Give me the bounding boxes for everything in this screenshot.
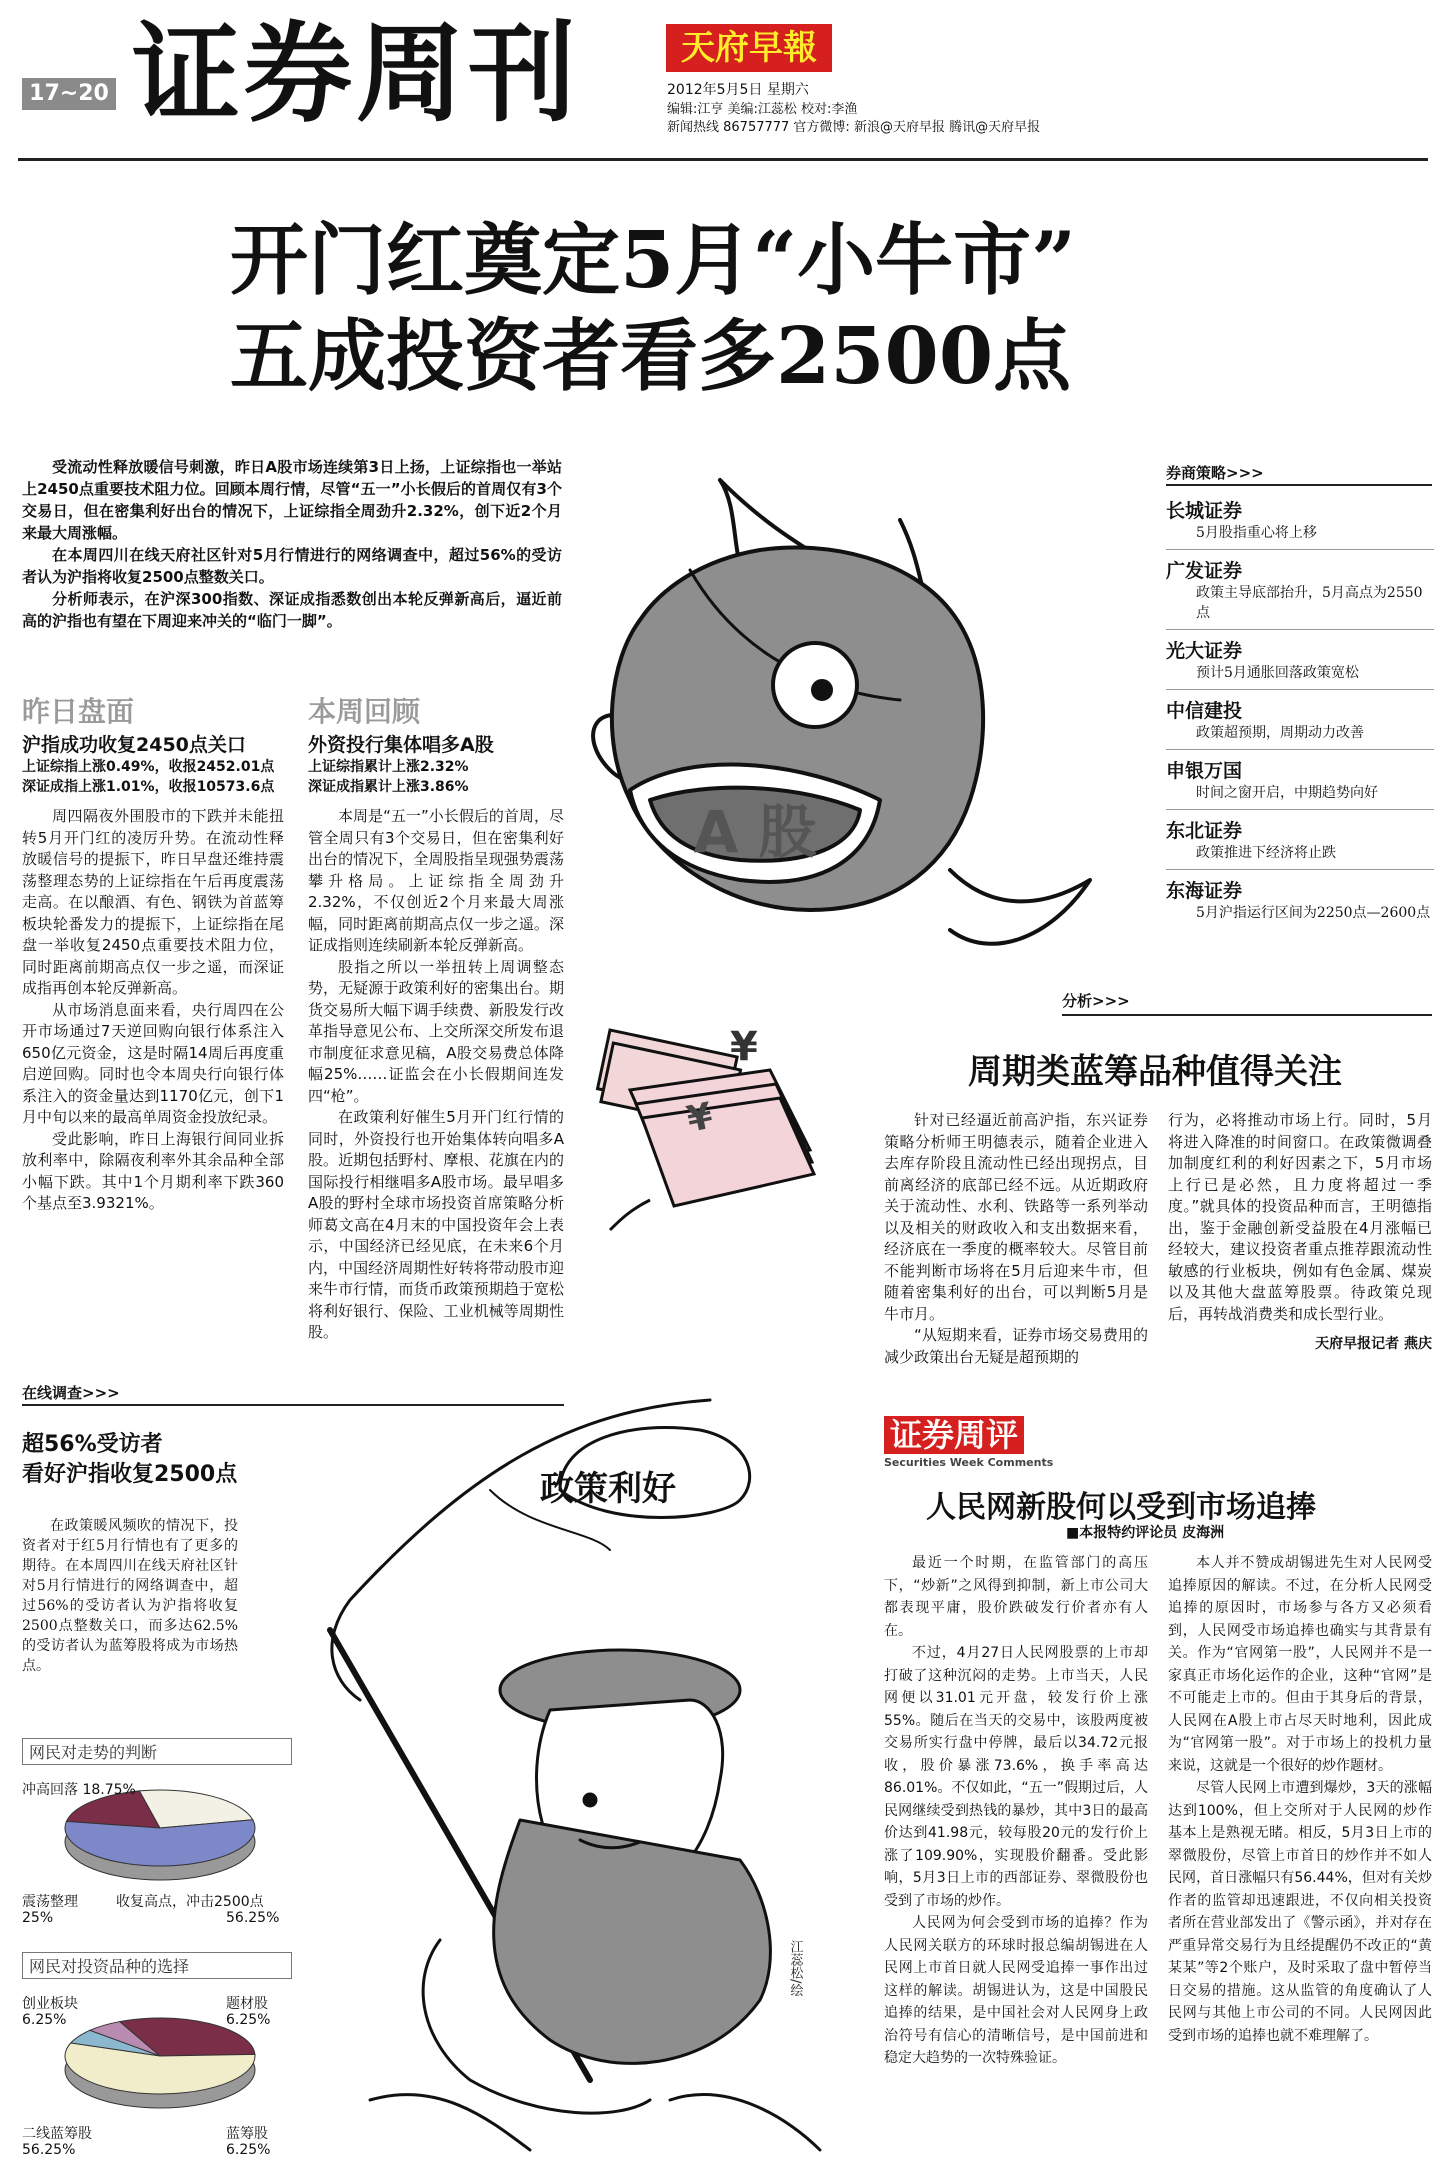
- masthead-rule: [18, 158, 1428, 161]
- main-headline-line1: 开门红奠定5月“小牛市”: [230, 215, 1077, 306]
- analysis-rule: [1062, 1014, 1432, 1016]
- broker-label: 券商策略>>>: [1166, 464, 1264, 482]
- commentary-col1: [884, 1552, 1148, 2070]
- pie1-label-a: 冲高回落 18.75%: [22, 1782, 136, 1798]
- analysis-headline: 周期类蓝筹品种值得关注: [968, 1052, 1342, 1092]
- weekly-para: 在政策利好催生5月开门红行情的同时，外资投行也开始集体转向唱多A股。近期包括野村、摩根、花旗在内的国际投行相继唱多A股市场。最早唱多A股的野村全球市场投资首席策略分析师葛文高在4月末的中国投资年会上表示，中国经济已经见底，在未来6个月内，中国经济周期性好转将带动股市迎来牛市行情，而货币政策预期趋于宽松将利好银行、保险、工业机械等周期性股。: [308, 1108, 564, 1341]
- weekly-para: 股指之所以一举扭转上周调整态势，无疑源于政策利好的密集出台。期货交易所大幅下调手续费、新股发行改革指导意见公布、上交所深交所发布退市制度征求意见稿，A股交易费总体降幅25%……证监会在小长假期间连发四“枪”。: [308, 957, 564, 1105]
- fish-label: A 股: [693, 798, 817, 866]
- commentary-logo: [884, 1410, 1053, 1469]
- yesterday-para: 受此影响，昨日上海银行间同业拆放利率中，除隔夜利率外其余品种全部小幅下跌。其中1个月期利率下跌360个基点至3.9321%。: [22, 1129, 284, 1212]
- section-yesterday: 昨日盘面: [22, 695, 135, 728]
- speech-bubble-text: 政策利好: [540, 1469, 676, 1509]
- analysis-byline: 天府早报记者 燕庆: [1315, 1336, 1432, 1352]
- section-weekly: 本周回顾: [308, 695, 421, 728]
- pie1-label-c2: 56.25%: [226, 1910, 280, 1926]
- weekly-sub2: 深证成指累计上涨3.86%: [308, 779, 469, 795]
- analysis-para: 行为，必将推动市场上行。同时，5月将进入降准的时间窗口。在政策微调叠加制度红利的利好因素之下，5月市场上行已是必然，且力度将超过一季度。”就具体的投资品种而言，王明德指出，鉴于金融创新受益股在4月涨幅已经较大，建议投资者重点推荐跟流动性敏感的行业板块，例如有色金属、煤炭以及其他大盘蓝筹股票。待政策兑现后，再转战消费类和成长型行业。: [1168, 1111, 1432, 1323]
- commentary-para: 人民网为何会受到市场的追捧？作为人民网关联方的环球时报总编胡锡进在人民网上市首日就人民网受追捧一事作出过这样的解读。胡锡进认为，这是中国股民追捧的结果，是中国社会对人民网身上政治符号有信心的清晰信号，是中国前进和稳定大趋势的一次特殊验证。: [884, 1915, 1148, 2066]
- analysis-col2: [1168, 1110, 1432, 1353]
- cartoon-signature: 江蕊松/绘: [787, 1940, 803, 1997]
- weekly-headline: 外资投行集体唱多A股: [308, 734, 494, 756]
- pie2-label-c1: 二线蓝筹股: [22, 2126, 92, 2142]
- fisherman-cartoon: [290, 1380, 860, 2160]
- analysis-col1: [884, 1110, 1148, 1368]
- analysis-para: 针对已经逼近前高沪指，东兴证券策略分析师王明德表示，随着企业进入去库存阶段且流动性已经出现拐点，目前离经济的底部已经不远。从近期政府关于流动性、水利、铁路等一系列举动以及相关的财政收入和支出数据来看，经济底在一季度的概率较大。尽管目前不能判断市场将在5月后迎来牛市，但随着密集利好的出台，可以判断5月是牛市月。: [884, 1111, 1148, 1323]
- yesterday-body: [22, 806, 284, 1215]
- lead-para: 在本周四川在线天府社区针对5月行情进行的网络调查中，超过56%的受访者认为沪指将收复2500点整数关口。: [22, 546, 562, 586]
- broker-item: [1166, 490, 1434, 550]
- pie2-label-a1: 创业板块: [22, 1996, 78, 2012]
- masthead-editors: 编辑:江亨 美编:江蕊松 校对:李渔: [667, 102, 858, 117]
- broker-desc: 政策主导底部抬升，5月高点为2550点: [1196, 585, 1423, 621]
- broker-desc: 预计5月通胀回落政策宽松: [1196, 665, 1359, 681]
- commentary-headline: 人民网新股何以受到市场追捧: [926, 1490, 1316, 1525]
- yesterday-para: 从市场消息面来看，央行周四在公开市场通过7天逆回购向银行体系注入650亿元资金，这是时隔14周后再度重启逆回购。同时也令本周央行向银行体系注入的资金量达到1170亿元，创下1月中旬以来的最高单周资金投放纪录。: [22, 1000, 284, 1126]
- commentary-byline: ■本报特约评论员 皮海洲: [1066, 1525, 1225, 1541]
- survey-body: 在政策暖风频吹的情况下，投资者对于红5月行情也有了更多的期待。在本周四川在线天府社区针对5月行情进行的网络调查中，超过56%的受访者认为沪指将收复2500点整数关口，而多达62.5%的受访者认为蓝筹股将成为市场热点。: [22, 1518, 238, 1674]
- weekly-para: 本周是“五一”小长假后的首周，尽管全周只有3个交易日，但在密集利好出台的情况下，全周股指呈现强势震荡攀升格局。上证综指全周劲升2.32%，不仅创近2个月来最大周涨幅，同时距离前期高点仅一步之遥。深证成指则连续刷新本轮反弹新高。: [308, 807, 564, 954]
- weekly-sub1: 上证综指累计上涨2.32%: [308, 759, 469, 775]
- commentary-para: 本人并不赞成胡锡进先生对人民网受追捧原因的解读。不过，在分析人民网受追捧的原因时，市场参与各方又必须看到，人民网受市场追捧也确实与其背景有关。作为“官网第一股”，人民网并不是一家真正市场化运作的企业，这种“官网”是不可能走上市的。但由于其身后的背景，人民网在A股上市占尽天时地利，因此成为“官网第一股”。对于市场上的投机力量来说，这就是一个很好的炒作题材。: [1168, 1555, 1432, 1774]
- broker-item: [1166, 870, 1434, 929]
- survey-label: 在线调查>>>: [22, 1384, 120, 1402]
- pie2-label-a2: 6.25%: [22, 2012, 67, 2028]
- broker-desc: 政策推进下经济将止跌: [1196, 845, 1336, 861]
- broker-name: 申银万国: [1166, 760, 1243, 782]
- main-headline-line2: 五成投资者看多2500点: [230, 311, 1072, 402]
- yesterday-sub2: 深证成指上涨1.01%，收报10573.6点: [22, 779, 275, 795]
- lead-para: 分析师表示，在沪深300指数、深证成指悉数创出本轮反弹新高后，逼近前高的沪指也有望在下周迎来冲关的“临门一脚”。: [22, 590, 562, 630]
- broker-desc: 5月股指重心将上移: [1196, 525, 1317, 541]
- broker-name: 东北证券: [1166, 820, 1243, 842]
- pie2-label-d1: 蓝筹股: [226, 2126, 268, 2142]
- broker-name: 中信建投: [1166, 700, 1243, 722]
- lead-paragraphs: [22, 456, 562, 632]
- yuan-symbol: ¥: [730, 1024, 758, 1070]
- pie2-label-c2: 56.25%: [22, 2142, 76, 2158]
- yesterday-sub1: 上证综指上涨0.49%，收报2452.01点: [22, 759, 275, 775]
- broker-item: [1166, 690, 1434, 750]
- pie2-label-b2: 6.25%: [226, 2012, 271, 2028]
- bull-fish-cartoon: [570, 440, 1170, 1070]
- newspaper-logo: 天府早報: [666, 24, 832, 72]
- pie2-label-d2: 6.25%: [226, 2142, 271, 2158]
- broker-name: 东海证券: [1166, 880, 1243, 902]
- commentary-para: 最近一个时期，在监管部门的高压下，“炒新”之风得到抑制，新上市公司大都表现平庸，股价跌破发行价者亦有人在。: [884, 1555, 1148, 1639]
- broker-name: 光大证券: [1166, 640, 1243, 662]
- survey-headline-line2: 看好沪指收复2500点: [22, 1462, 238, 1487]
- broker-item: [1166, 550, 1434, 630]
- broker-name: 长城证券: [1166, 500, 1243, 522]
- analysis-label: 分析>>>: [1062, 992, 1130, 1010]
- broker-desc: 时间之窗开启，中期趋势向好: [1196, 785, 1378, 801]
- commentary-col2: [1168, 1552, 1432, 2047]
- pie2-label-b1: 题材股: [226, 1996, 268, 2012]
- broker-item: [1166, 630, 1434, 690]
- broker-name: 广发证券: [1166, 560, 1243, 582]
- masthead-hotline: 新闻热线 86757777 官方微博: 新浪@天府早报 腾讯@天府早报: [667, 120, 1041, 135]
- weekly-body: [308, 806, 564, 1344]
- survey-headline: [22, 1430, 237, 1490]
- analysis-para: “从短期来看，证券市场交易费用的减少政策出台无疑是超预期的: [884, 1326, 1148, 1366]
- broker-list: [1166, 490, 1434, 929]
- lead-para: 受流动性释放暖信号刺激，昨日A股市场连续第3日上扬，上证综指也一举站上2450点重要技术阻力位。回顾本周行情，尽管“五一”小长假后的首周仅有3个交易日，但在密集利好出台的情况下，上证综指全周劲升2.32%，创下近2个月来最大周涨幅。: [22, 458, 562, 542]
- pie1-label-c1: 收复高点，冲击2500点: [116, 1894, 264, 1910]
- broker-item: [1166, 810, 1434, 870]
- pie1-label-b1: 震荡整理: [22, 1894, 78, 1910]
- commentary-logo-en: Securities Week Comments: [884, 1456, 1054, 1469]
- money-stack-cartoon: [610, 1050, 820, 1230]
- pie1-title: 网民对走势的判断: [22, 1738, 292, 1765]
- yesterday-para: 周四隔夜外围股市的下跌并未能扭转5月开门红的凌厉升势。在流动性释放暖信号的提振下，昨日早盘还维持震荡整理态势的上证综指在午后再度震荡走高。在以酿酒、有色、钢铁为首蓝筹板块轮番发力的提振下，上证综指在尾盘一举收复2450点重要技术阻力位，同时距离前期高点仅一步之遥，而深证成指再创本轮反弹新高。: [22, 807, 284, 997]
- section-title: 证券周刊: [132, 11, 581, 137]
- broker-desc: 5月沪指运行区间为2250点—2600点: [1196, 905, 1431, 921]
- commentary-para: 不过，4月27日人民网股票的上市却打破了这种沉闷的走势。上市当天，人民网便以31.01元开盘，较发行价上涨55%。随后在当天的交易中，该股两度被交易所实行盘中停牌，最后以34.72元报收，股价暴涨73.6%，换手率高达86.01%。不仅如此，“五一”假期过后，人民网继续受到热钱的暴炒，其中3日的最高价达到41.98元，较每股20元的发行价上涨了109.90%，实现股价翻番。受此影响，5月3日上市的西部证券、翠微股份也受到了市场的炒作。: [884, 1645, 1148, 1909]
- money-yuan: ¥: [683, 1095, 717, 1141]
- broker-item: [1166, 750, 1434, 810]
- broker-rule: [1166, 484, 1432, 486]
- masthead-date: 2012年5月5日 星期六: [667, 82, 809, 98]
- pie1-label-b2: 25%: [22, 1910, 54, 1926]
- yesterday-headline: 沪指成功收复2450点关口: [22, 734, 246, 756]
- commentary-logo-main: 证券周评: [884, 1416, 1024, 1454]
- broker-desc: 政策超预期，周期动力改善: [1196, 725, 1364, 741]
- page-range-badge: 17~20: [22, 78, 116, 110]
- commentary-para: 尽管人民网上市遭到爆炒，3天的涨幅达到100%，但上交所对于人民网的炒作基本上是熟视无睹。相反，5月3日上市的翠微股份，尽管上市首日的炒作并不如人民网，首日涨幅只有56.44%，但对有关炒作者的监管却迅速跟进，不仅向相关投资者所在营业部发出了《警示函》，并对存在严重异常交易行为且经提醒仍不改正的“黄某某”等2个账户，及时采取了盘中暂停当日交易的措施。这从监管的角度确认了人民网与其他上市公司的不同。人民网因此受到市场的追捧也就不难理解了。: [1168, 1780, 1432, 2044]
- pie2-title: 网民对投资品种的选择: [22, 1952, 292, 1979]
- survey-headline-line1: 超56%受访者: [22, 1432, 163, 1457]
